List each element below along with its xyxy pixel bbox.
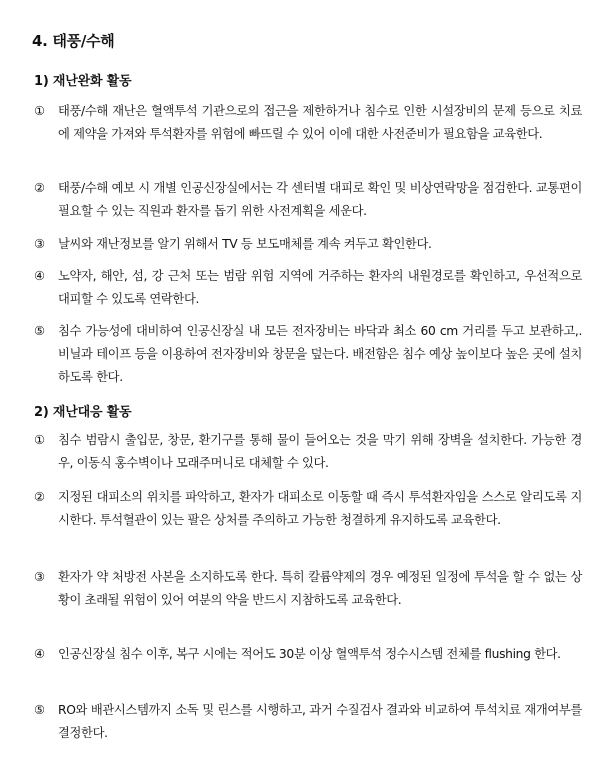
list-item-mitigation-3: [34, 233, 582, 256]
item-text: RO와 배관시스템까지 소독 및 린스를 시행하고, 과거 수질검사 결과와 비교하여 투석치료 재개여부를 결정한다.: [58, 703, 582, 740]
section-title: 4. 태풍/수해: [32, 32, 115, 50]
subsection-heading-response: 2) 재난대응 활동: [34, 405, 132, 420]
list-item-response-5: [34, 699, 582, 745]
list-item-mitigation-2: [34, 177, 582, 223]
item-number: ②: [34, 181, 45, 195]
item-number: ①: [34, 104, 45, 118]
item-number: ①: [34, 433, 45, 447]
item-number: ④: [34, 647, 45, 661]
list-item-response-4: [34, 643, 582, 666]
item-number: ③: [34, 570, 45, 584]
item-text: 인공신장실 침수 이후, 복구 시에는 적어도 30분 이상 혈액투석 정수시스템 전체를 flushing 한다.: [58, 647, 561, 661]
item-number: ④: [34, 269, 45, 283]
item-number: ⑤: [34, 324, 45, 338]
item-text: 침수 범람시 출입문, 창문, 환기구를 통해 물이 들어오는 것을 막기 위해 장벽을 설치한다. 가능한 경우, 이동식 홍수벽이나 모래주머니로 대체할 수 있다.: [58, 433, 582, 470]
list-item-mitigation-4: [34, 265, 582, 311]
item-number: ⑤: [34, 703, 45, 717]
list-item-response-2: [34, 486, 582, 532]
item-text: 날씨와 재난정보를 알기 위해서 TV 등 보도매체를 계속 켜두고 확인한다.: [58, 237, 432, 251]
list-item-mitigation-1: [34, 100, 582, 146]
item-text: 태풍/수해 예보 시 개별 인공신장실에서는 각 센터별 대피로 확인 및 비상연락망을 점검한다. 교통편이 필요할 수 있는 직원과 환자를 돕기 위한 사전계획을 세운다.: [58, 181, 582, 218]
subsection-heading-mitigation: 1) 재난완화 활동: [34, 74, 132, 89]
list-item-response-3: [34, 566, 582, 612]
list-item-response-1: [34, 429, 582, 475]
list-item-mitigation-5: [34, 320, 582, 389]
item-text: 지정된 대피소의 위치를 파악하고, 환자가 대피소로 이동할 때 즉시 투석환자임을 스스로 알리도록 지시한다. 투석혈관이 있는 팔은 상처를 주의하고 가능한 청결하게 유지하도록 교육한다.: [58, 490, 582, 527]
item-text: 태풍/수해 재난은 혈액투석 기관으로의 접근을 제한하거나 침수로 인한 시설장비의 문제 등으로 치료에 제약을 가져와 투석환자를 위험에 빠뜨릴 수 있어 이에 대한 사전준비가 필요함을 교육한다.: [58, 104, 582, 141]
item-text: 노약자, 해안, 섬, 강 근처 또는 범람 위험 지역에 거주하는 환자의 내원경로를 확인하고, 우선적으로 대피할 수 있도록 연락한다.: [58, 269, 582, 306]
item-text: 환자가 약 처방전 사본을 소지하도록 한다. 특히 칼륨약제의 경우 예정된 일정에 투석을 할 수 없는 상황이 초래될 위험이 있어 여분의 약을 반드시 지참하도록 교육한다.: [58, 570, 582, 607]
item-text: 침수 가능성에 대비하여 인공신장실 내 모든 전자장비는 바닥과 최소 60 cm 거리를 두고 보관하고,. 비닐과 테이프 등을 이용하여 전자장비와 창문을 덮는다. 배전함은 침수 예상 높이보다 높은 곳에 설치하도록 한다.: [58, 324, 582, 384]
item-number: ②: [34, 490, 45, 504]
item-number: ③: [34, 237, 45, 251]
